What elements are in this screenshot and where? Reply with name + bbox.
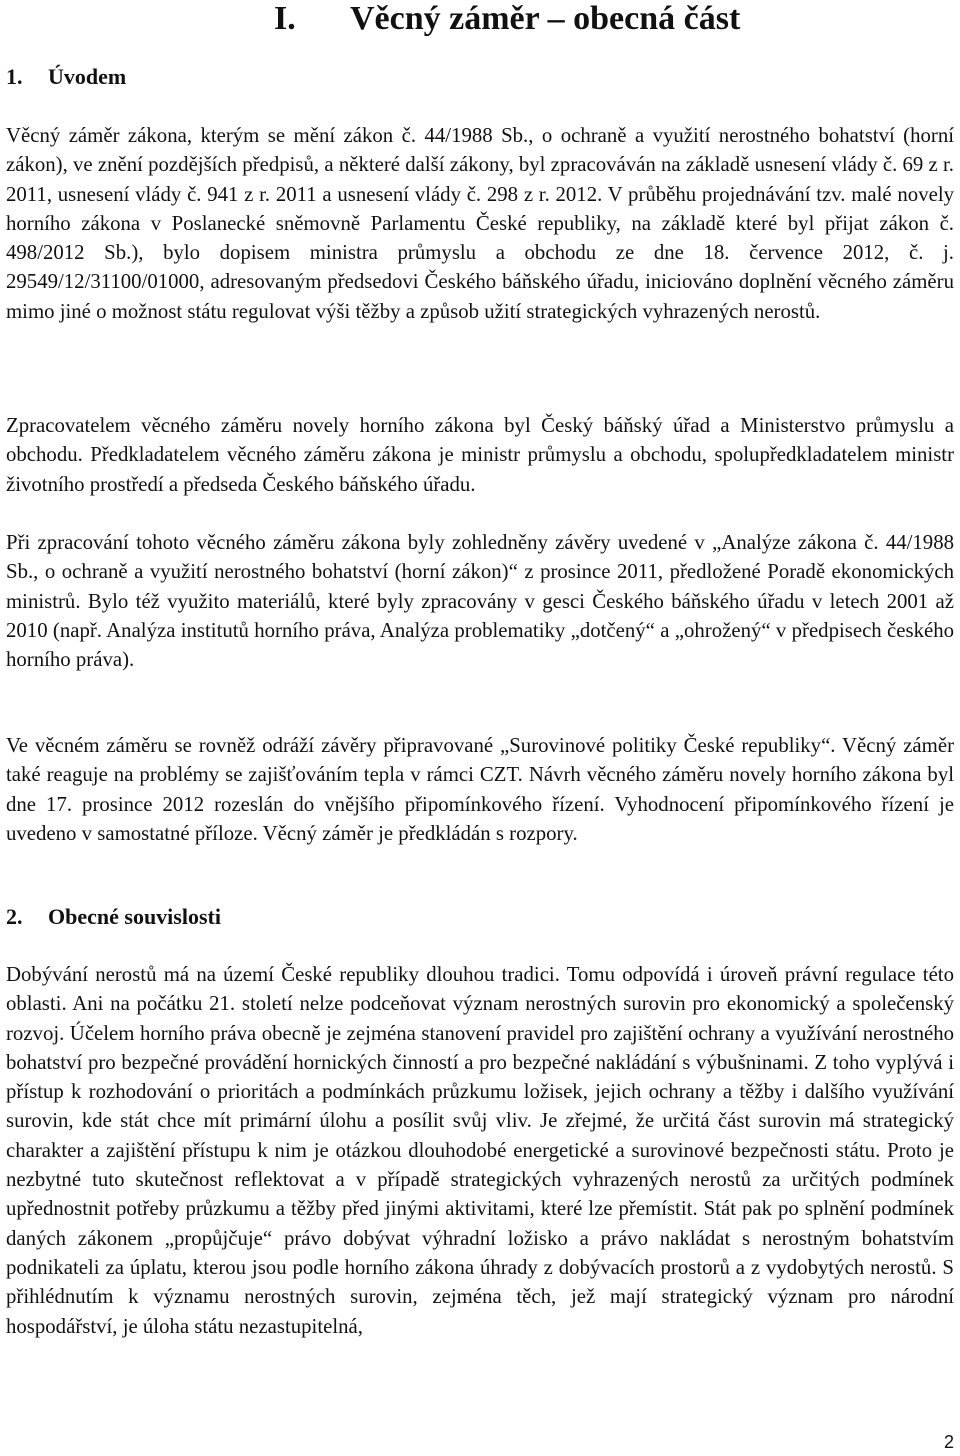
document-title [274,0,740,38]
page-number: 2 [943,1432,954,1452]
paragraph: Zpracovatelem věcného záměru novely horního zákona byl Český báňský úřad a Ministerstvo průmyslu a obchodu. Předkladatelem věcného záměru zákona je ministr průmyslu a obchodu, spolupředkladatelem ministr životního prostředí a předseda Českého báňského úřadu. [6,414,954,496]
section-title: Úvodem [48,64,127,89]
section-number: 1. [6,64,23,89]
title-text: Věcný záměr – obecná část [350,0,741,37]
section-number: 2. [6,904,23,929]
paragraph: Při zpracování tohoto věcného záměru zákona byly zohledněny závěry uvedené v „Analýze zákona č. 44/1988 Sb., o ochraně a využití nerostného bohatství (horní zákon)“ z prosince 2011, předložené Poradě ekonomických ministrů. Bylo též využito materiálů, které byly zpracovány v gesci Českého báňského úřadu v letech 2001 až 2010 (např. Analýza institutů horního práva, Analýza problematiky „dotčený“ a „ohrožený“ v předpisech českého horního práva). [6,531,954,672]
section-title: Obecné souvislosti [48,904,221,929]
section-heading-uvodem [6,64,126,90]
paragraph: Dobývání nerostů má na území České republiky dlouhou tradici. Tomu odpovídá i úroveň právní regulace této oblasti. Ani na počátku 21. století nelze podceňovat význam nerostných surovin pro ekonomický a společenský rozvoj. Účelem horního práva obecně je zejména stanovení pravidel pro zajištění ochrany a využívání nerostného bohatství pro bezpečné provádění hornických činností a pro bezpečné nakládání s výbušninami. Z toho vyplývá i přístup k rozhodování o prioritách a podmínkách průzkumu ložisek, jejich ochrany a těžby i dalšího využívání surovin, kde stát chce mít primární úlohu a posílit svůj vliv. Je zřejmé, že určitá část surovin má strategický charakter a zajištění přístupu k nim je otázkou dlouhodobé energetické a surovinové bezpečnosti státu. Proto je nezbytné tuto skutečnost reflektovat a v případě strategických vyhrazených nerostů za určitých podmínek upřednostnit potřeby průzkumu a těžby před jinými aktivitami, které lze přemístit. Stát pak po splnění podmínek daných zákonem „propůjčuje“ právo dobývat výhradní ložisko a právo nakládat s nerostným bohatstvím podnikateli za úplatu, kterou jsou podle horního zákona úhrady z dobývacích prostorů a z vydobytých nerostů. S přihlédnutím k významu nerostných surovin, zejména těch, jež mají strategický význam pro národní hospodářství, je úloha státu nezastupitelná, [6,963,954,1338]
section-heading-obecne-souvislosti [6,904,221,930]
paragraph: Věcný záměr zákona, kterým se mění zákon č. 44/1988 Sb., o ochraně a využití nerostného bohatství (horní zákon), ve znění pozdějších předpisů, a některé další zákony, byl zpracováván na základě usnesení vlády č. 69 z r. 2011, usnesení vlády č. 941 z r. 2011 a usnesení vlády č. 298 z r. 2012. V průběhu projednávání tzv. malé novely horního zákona v Poslanecké sněmovně Parlamentu České republiky, na základě které byl přijat zákon č. 498/2012 Sb.), bylo dopisem ministra průmyslu a obchodu ze dne 18. července 2012, č. j. 29549/12/31100/01000, adresovaným předsedovi Českého báňského úřadu, iniciováno doplnění věcného záměru mimo jiné o možnost státu regulovat výši těžby a způsob užití strategických vyhrazených nerostů. [6,124,954,323]
title-numeral: I. [274,0,296,37]
paragraph: Ve věcném záměru se rovněž odráží závěry připravované „Surovinové politiky České republiky“. Věcný záměr také reaguje na problémy se zajišťováním tepla v rámci CZT. Návrh věcného záměru novely horního zákona byl dne 17. prosince 2012 rozeslán do vnějšího připomínkového řízení. Vyhodnocení připomínkového řízení je uvedeno v samostatné příloze. Věcný záměr je předkládán s rozpory. [6,734,954,845]
